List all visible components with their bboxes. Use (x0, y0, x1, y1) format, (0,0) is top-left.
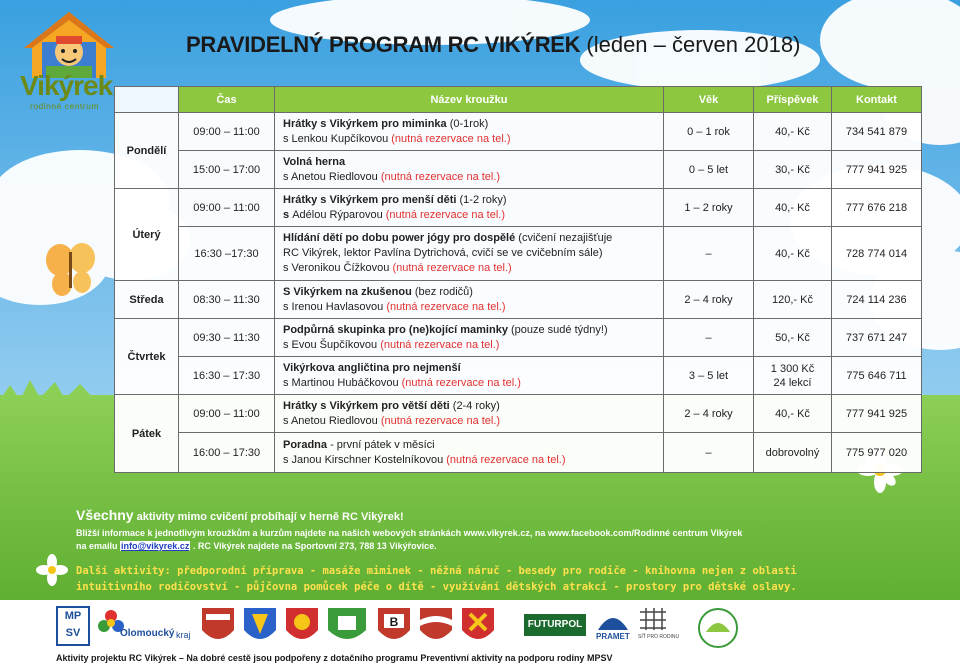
column-header-fee: Příspěvek (754, 87, 832, 113)
pramet-text: PRAMET (596, 632, 630, 641)
activity-note: (pouze sudé týdny!) (507, 323, 608, 336)
day-tuesday: Úterý (115, 189, 179, 281)
mpsv-logo (56, 606, 90, 646)
row-time: 08:30 – 11:30 (179, 281, 275, 319)
logo-subtitle: rodinné centrum (30, 101, 99, 111)
reservation-note: (nutná rezervace na tel.) (391, 132, 511, 145)
row-time: 16:00 – 17:30 (179, 433, 275, 473)
crest-icon (328, 608, 366, 639)
activity-note: (2-4 roky) (449, 399, 500, 412)
fee-lessons: 24 lekcí (773, 376, 812, 389)
pramet-icon (596, 606, 630, 632)
table-row (115, 189, 922, 227)
row-activity (275, 319, 664, 357)
activity-note: (cvičení nezajišťuje (515, 232, 613, 244)
table-row (115, 357, 922, 395)
row-activity (275, 113, 664, 151)
row-contact: 737 671 247 (832, 319, 922, 357)
activity-title: Hrátky s Vikýrkem pro větší děti (283, 399, 450, 412)
activity-note-2: RC Vikýrek, lektor Pavlína Dytrichová, cvičí se ve cvičebním sále) (283, 247, 603, 259)
row-contact: 724 114 236 (832, 281, 922, 319)
row-time: 09:00 – 11:00 (179, 113, 275, 151)
reservation-note: (nutná rezervace na tel.) (380, 338, 500, 351)
day-friday: Pátek (115, 395, 179, 473)
row-age: 0 – 5 let (664, 151, 754, 189)
table-row (115, 151, 922, 189)
sit-pro-rodinu-logo (638, 606, 682, 646)
day-monday: Pondělí (115, 113, 179, 189)
reservation-note: (nutná rezervace na tel.) (386, 300, 506, 313)
crest-icon (202, 608, 234, 639)
crest-icon (462, 608, 494, 639)
kraj-text: kraj (176, 630, 191, 640)
crest-icon (286, 608, 318, 639)
row-fee: 40,- Kč (754, 113, 832, 151)
row-age: 2 – 4 roky (664, 395, 754, 433)
row-contact: 777 941 925 (832, 395, 922, 433)
email-link[interactable]: info@vikyrek.cz (121, 541, 190, 551)
column-header-name: Název kroužku (275, 87, 664, 113)
activity-title: Volná herna (283, 155, 346, 168)
row-activity (275, 395, 664, 433)
table-row (115, 395, 922, 433)
crest-icon (378, 608, 410, 639)
footer-info (76, 527, 836, 553)
activity-lecturer: s Lenkou Kupčíkovou (283, 132, 392, 145)
row-fee: dobrovolný (754, 433, 832, 473)
sit-text: SÍŤ PRO RODINU (638, 634, 680, 640)
butterfly-icon (46, 243, 95, 296)
activity-lecturer-prefix: s (283, 208, 293, 221)
row-fee: 40,- Kč (754, 227, 832, 281)
row-contact: 777 676 218 (832, 189, 922, 227)
activity-lecturer: s Martinou Hubáčkovou (283, 376, 402, 389)
activity-note: (1-2 roky) (456, 193, 507, 206)
column-header-time: Čas (179, 87, 275, 113)
row-fee: 40,- Kč (754, 395, 832, 433)
activity-note: (bez rodičů) (411, 285, 473, 298)
sponsor-logos (56, 606, 756, 650)
row-contact: 734 541 879 (832, 113, 922, 151)
municipal-crests (202, 606, 502, 648)
day-thursday: Čtvrtek (115, 319, 179, 395)
page-title (186, 32, 800, 58)
crest-icon (244, 608, 276, 639)
row-activity (275, 227, 664, 281)
futurpol-logo: FUTURPOL (524, 614, 586, 636)
mpsv-bottom: SV (65, 627, 81, 639)
activity-title: Vikýrkova angličtina pro nejmenší (283, 361, 461, 374)
row-time: 09:00 – 11:00 (179, 395, 275, 433)
table-row (115, 281, 922, 319)
activity-lecturer: s Anetou Riedlovou (283, 170, 381, 183)
row-age: – (664, 319, 754, 357)
olomoucky-kraj-logo (96, 606, 196, 646)
footer-info-pre: na emailu (76, 541, 121, 551)
row-fee: 50,- Kč (754, 319, 832, 357)
network-icon (638, 606, 668, 632)
row-contact: 775 646 711 (832, 357, 922, 395)
activity-lecturer: s Evou Šupčíkovou (283, 338, 381, 351)
row-activity (275, 151, 664, 189)
activity-lecturer: s Anetou Riedlovou (283, 414, 381, 427)
row-activity (275, 357, 664, 395)
reservation-note: (nutná rezervace na tel.) (401, 376, 521, 389)
row-age: 1 – 2 roky (664, 189, 754, 227)
row-age: 2 – 4 roky (664, 281, 754, 319)
table-row (115, 227, 922, 281)
row-contact: 728 774 014 (832, 227, 922, 281)
title-main: PRAVIDELNÝ PROGRAM RC VIKÝREK (186, 32, 581, 57)
reservation-note: (nutná rezervace na tel.) (380, 414, 501, 427)
activity-title: Podpůrná skupinka pro (ne)kojící maminky (283, 323, 508, 336)
footer-headline (76, 507, 404, 523)
row-age: 3 – 5 let (664, 357, 754, 395)
row-activity (275, 281, 664, 319)
reservation-note: (nutná rezervace na tel.) (392, 262, 512, 274)
table-row (115, 433, 922, 473)
sumperk-region-icon (696, 606, 740, 650)
fee-amount: 1 300 Kč (770, 362, 815, 375)
activity-title: Hrátky s Vikýrkem pro miminka (283, 117, 447, 130)
activity-lecturer: Adélou Rýparovou (292, 208, 386, 221)
footer-headline-big: Všechny (76, 507, 134, 523)
activity-note: (0-1rok) (446, 117, 489, 130)
row-age: – (664, 433, 754, 473)
row-activity (275, 433, 664, 473)
row-fee (754, 357, 832, 395)
row-contact: 775 977 020 (832, 433, 922, 473)
row-fee: 120,- Kč (754, 281, 832, 319)
crest-icon (420, 608, 452, 639)
row-time: 09:00 – 11:00 (179, 189, 275, 227)
activity-lecturer: s Janou Kirschner Kostelníkovou (283, 453, 447, 466)
activity-title: Poradna (283, 438, 328, 451)
olomoucky-text: Olomoucký (120, 628, 175, 639)
other-activities: Další aktivity: předporodní příprava - masáže miminek - něžná náruč - besedy pro rodiče - knihovna nejen z oblasti intuitivního rodičovství - půjčovna pomůcek péče o dítě - využívání dětských atrakcí - prostory pro dětské oslavy. (76, 565, 797, 593)
row-time: 16:30 –17:30 (179, 227, 275, 281)
footer-info-address: . RC Vikýrek najdete na Sportovní 273, 788 13 Vikýřovice. (190, 541, 437, 551)
row-time: 15:00 – 17:00 (179, 151, 275, 189)
row-age: – (664, 227, 754, 281)
funding-note: Aktivity projektu RC Vikýrek – Na dobré cestě jsou podpořeny z dotačního programu Preventivní aktivity na podporu rodiny MPSV (56, 653, 613, 663)
program-table (114, 86, 922, 473)
pramet-logo (596, 606, 630, 646)
table-row (115, 113, 922, 151)
title-period: (leden – červen 2018) (580, 32, 801, 57)
row-time: 09:30 – 11:30 (179, 319, 275, 357)
table-row (115, 319, 922, 357)
header-day (115, 87, 179, 113)
reservation-note: (nutná rezervace na tel.) (380, 170, 501, 183)
column-header-contact: Kontakt (832, 87, 922, 113)
column-header-age: Věk (664, 87, 754, 113)
mpsv-top: MP (64, 610, 82, 622)
activity-lecturer: s Irenou Havlasovou (283, 300, 387, 313)
activity-title: S Vikýrkem na zkušenou (283, 285, 412, 298)
row-time: 16:30 – 17:30 (179, 357, 275, 395)
activity-title: Hrátky s Vikýrkem pro menší děti (283, 193, 457, 206)
row-activity (275, 189, 664, 227)
reservation-note: (nutná rezervace na tel.) (446, 453, 566, 466)
svg-text:B: B (389, 615, 399, 629)
footer-info-web: Bližší informace k jednotlivým kroužkům a kurzům najdete na našich webových stránkách www.vikyrek.cz, na www.facebook.com/Rodinné centrum Vikýrek (76, 528, 743, 538)
footer-headline-rest: aktivity mimo cvičení probíhají v herně RC Vikýrek! (133, 511, 404, 523)
reservation-note: (nutná rezervace na tel.) (385, 208, 505, 221)
activity-title: Hlídání dětí po dobu power jógy pro dospělé (283, 232, 516, 244)
activity-lecturer: s Veronikou Čížkovou (283, 262, 393, 274)
table-header-row (115, 87, 922, 113)
row-contact: 777 941 925 (832, 151, 922, 189)
day-wednesday: Středa (115, 281, 179, 319)
row-fee: 30,- Kč (754, 151, 832, 189)
activity-note: - první pátek v měsíci (327, 438, 435, 451)
logo-wordmark: Vikýrek (20, 70, 113, 101)
row-fee: 40,- Kč (754, 189, 832, 227)
row-age: 0 – 1 rok (664, 113, 754, 151)
